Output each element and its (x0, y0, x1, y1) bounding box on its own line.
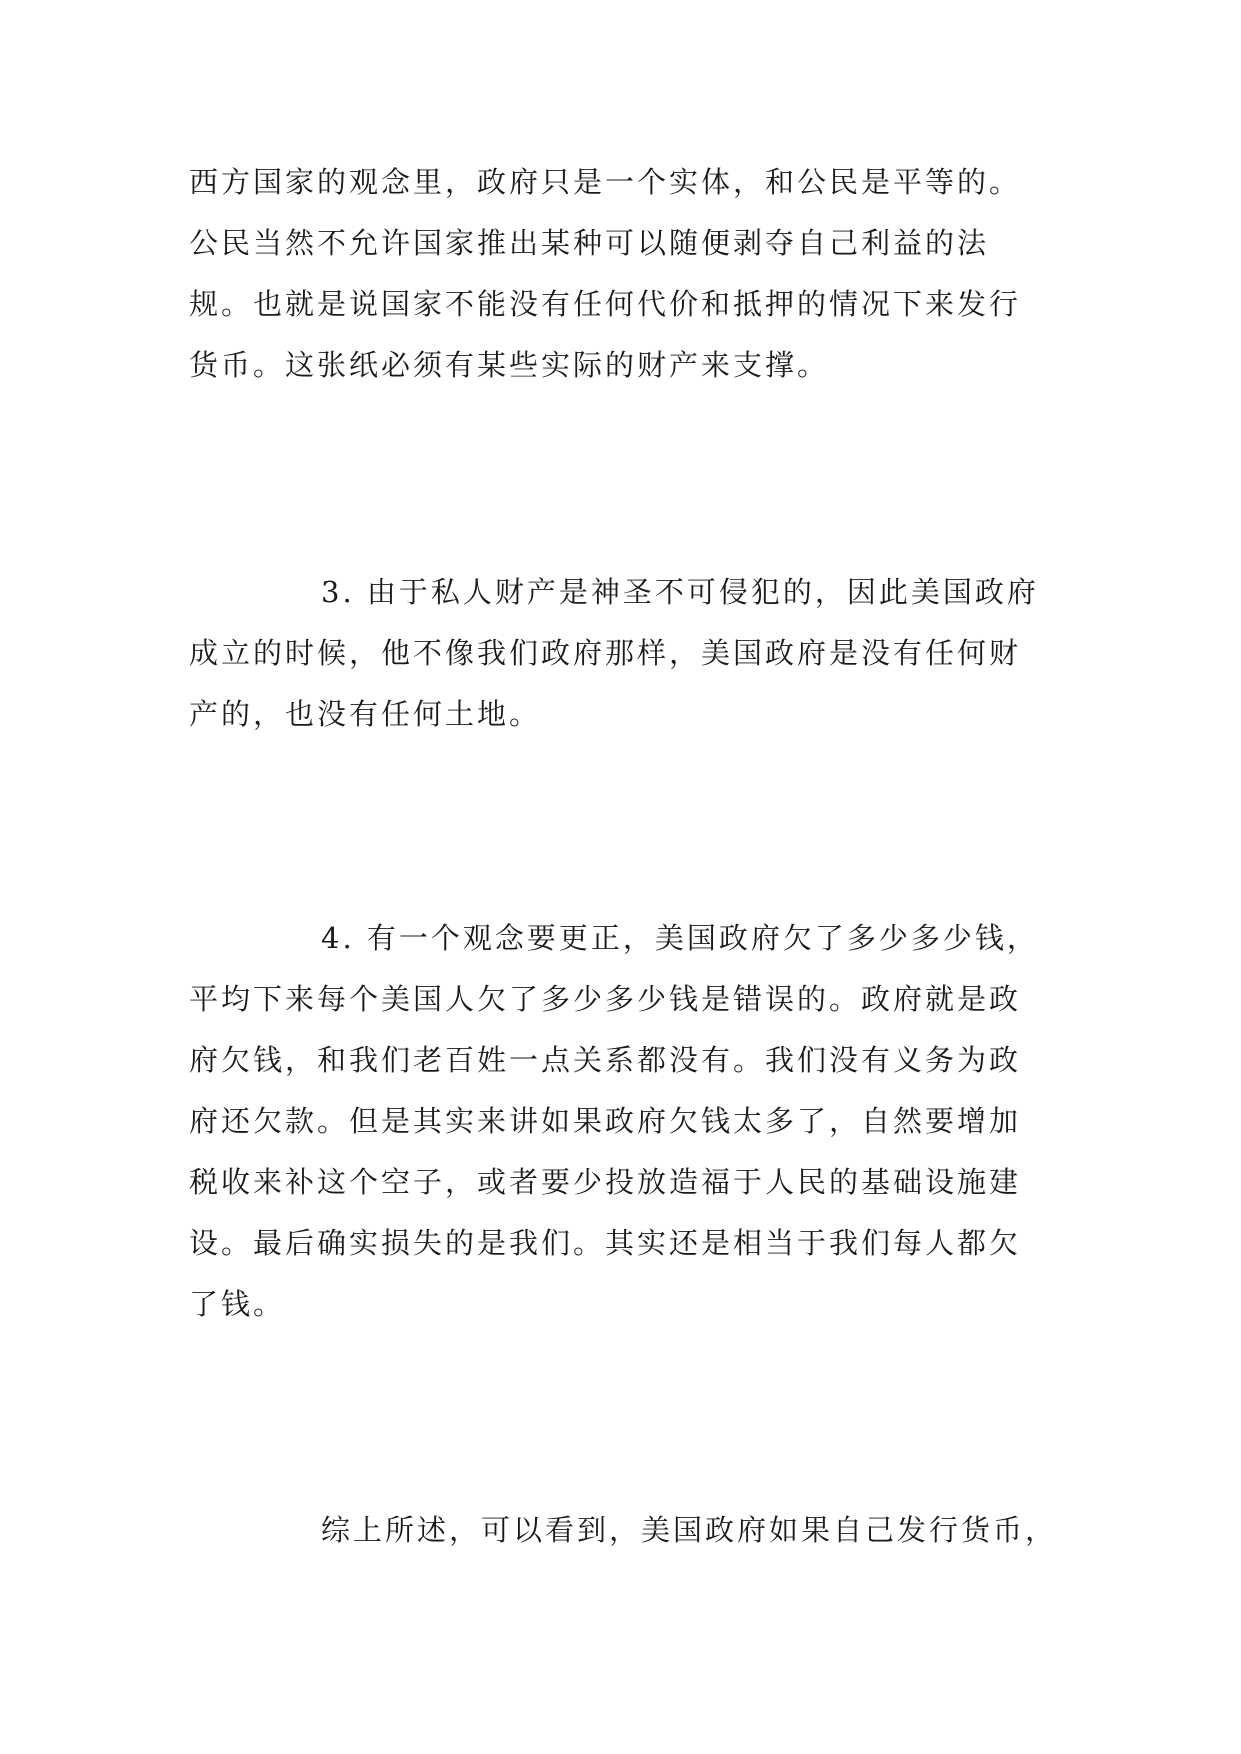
text-line: 产的，也没有任何土地。 (189, 697, 542, 731)
paragraph-conclusion (189, 1500, 1058, 1561)
text-line: 成立的时候，他不像我们政府那样，美国政府是没有任何财 (189, 636, 1022, 670)
text-line: 公民当然不允许国家推出某种可以随便剥夺自己利益的法 (189, 226, 990, 260)
text-line: 规。也就是说国家不能没有任何代价和抵押的情况下来发行 (189, 287, 1022, 321)
text-line: 设。最后确实损失的是我们。其实还是相当于我们每人都欠 (189, 1226, 1022, 1260)
text-line: 货币。这张纸必须有某些实际的财产来支撑。 (189, 348, 830, 382)
paragraph-point-3 (189, 562, 1049, 745)
text-line: 税收来补这个空子，或者要少投放造福于人民的基础设施建 (189, 1165, 1022, 1199)
text-line: 3. 由于私人财产是神圣不可侵犯的，因此美国政府 (321, 575, 1039, 609)
text-line: 平均下来每个美国人欠了多少多少钱是错误的。政府就是政 (189, 982, 1022, 1016)
text-line: 4. 有一个观念要更正，美国政府欠了多少多少钱， (321, 921, 1039, 955)
text-line: 府还欠款。但是其实来讲如果政府欠钱太多了，自然要增加 (189, 1104, 1022, 1138)
text-line: 了钱。 (189, 1287, 286, 1321)
text-line: 综上所述，可以看到，美国政府如果自己发行货币， (321, 1513, 1058, 1547)
text-line: 西方国家的观念里，政府只是一个实体，和公民是平等的。 (189, 165, 1022, 199)
paragraph-western-government-concept (189, 152, 1049, 396)
paragraph-point-4 (189, 908, 1049, 1335)
text-line: 府欠钱，和我们老百姓一点关系都没有。我们没有义务为政 (189, 1043, 1022, 1077)
